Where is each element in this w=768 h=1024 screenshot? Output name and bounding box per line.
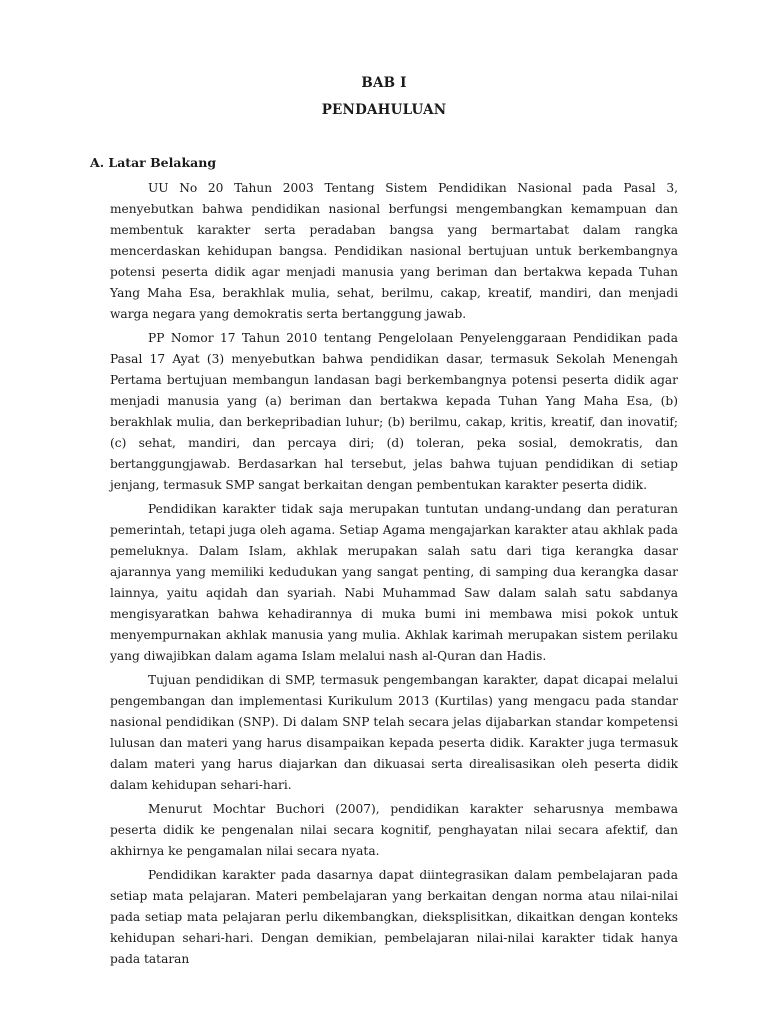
paragraph-6: Pendidikan karakter pada dasarnya dapat diintegrasikan dalam pembelajaran pada setiap mata pelajaran. Materi pembelajaran yang berkaitan dengan norma atau nilai-nilai pada setiap mata pelajaran perlu dikembangkan, dieksplisitkan, dikaitkan dengan konteks kehidupan sehari-hari. Dengan demikian, pembelajaran nilai-nilai karakter tidak hanya pada tataran (110, 868, 678, 966)
chapter-title: PENDAHULUAN (321, 102, 447, 118)
paragraph-1: UU No 20 Tahun 2003 Tentang Sistem Pendidikan Nasional pada Pasal 3, menyebutkan bahwa pendidikan nasional berfungsi mengembangkan kemampuan dan membentuk karakter serta peradaban bangsa yang bermartabat dalam rangka mencerdaskan kehidupan bangsa. Pendidikan nasional bertujuan untuk berkembangnya potensi peserta didik agar menjadi manusia yang beriman dan bertakwa kepada Tuhan Yang Maha Esa, berakhlak mulia, sehat, berilmu, cakap, kreatif, mandiri, dan menjadi warga negara yang demokratis serta bertanggung jawab. (110, 181, 678, 321)
paragraph-5: Menurut Mochtar Buchori (2007), pendidikan karakter seharusnya membawa peserta didik ke pengenalan nilai secara kognitif, penghayatan nilai secara afektif, dan akhirnya ke pengamalan nilai secara nyata. (110, 802, 678, 858)
chapter-heading: BAB I (361, 75, 407, 91)
paragraph-4: Tujuan pendidikan di SMP, termasuk pengembangan karakter, dapat dicapai melalui pengembangan dan implementasi Kurikulum 2013 (Kurtilas) yang mengacu pada standar nasional pendidikan (SNP). Di dalam SNP telah secara jelas dijabarkan standar kompetensi lulusan dan materi yang harus disampaikan kepada peserta didik. Karakter juga termasuk dalam materi yang harus diajarkan dan dikuasai serta direalisasikan oleh peserta didik dalam kehidupan sehari-hari. (110, 673, 678, 792)
body-text (110, 178, 678, 973)
section-heading: A. Latar Belakang (90, 155, 217, 170)
paragraph-2: PP Nomor 17 Tahun 2010 tentang Pengelolaan Penyelenggaraan Pendidikan pada Pasal 17 Ayat (3) menyebutkan bahwa pendidikan dasar, termasuk Sekolah Menengah Pertama bertujuan membangun landasan bagi berkembangnya potensi peserta didik agar menjadi manusia yang (a) beriman dan bertakwa kepada Tuhan Yang Maha Esa, (b) berakhlak mulia, dan berkepribadian luhur; (b) berilmu, cakap, kritis, kreatif, dan inovatif; (c) sehat, mandiri, dan percaya diri; (d) toleran, peka sosial, demokratis, dan bertanggungjawab. Berdasarkan hal tersebut, jelas bahwa tujuan pendidikan di setiap jenjang, termasuk SMP sangat berkaitan dengan pembentukan karakter peserta didik. (110, 331, 678, 492)
paragraph-3: Pendidikan karakter tidak saja merupakan tuntutan undang-undang dan peraturan pemerintah, tetapi juga oleh agama. Setiap Agama mengajarkan karakter atau akhlak pada pemeluknya. Dalam Islam, akhlak merupakan salah satu dari tiga kerangka dasar ajarannya yang memiliki kedudukan yang sangat penting, di samping dua kerangka dasar lainnya, yaitu aqidah dan syariah. Nabi Muhammad Saw dalam salah satu sabdanya mengisyaratkan bahwa kehadirannya di muka bumi ini membawa misi pokok untuk menyempurnakan akhlak manusia yang mulia. Akhlak karimah merupakan sistem perilaku yang diwajibkan dalam agama Islam melalui nash al-Quran dan Hadis. (110, 502, 678, 663)
